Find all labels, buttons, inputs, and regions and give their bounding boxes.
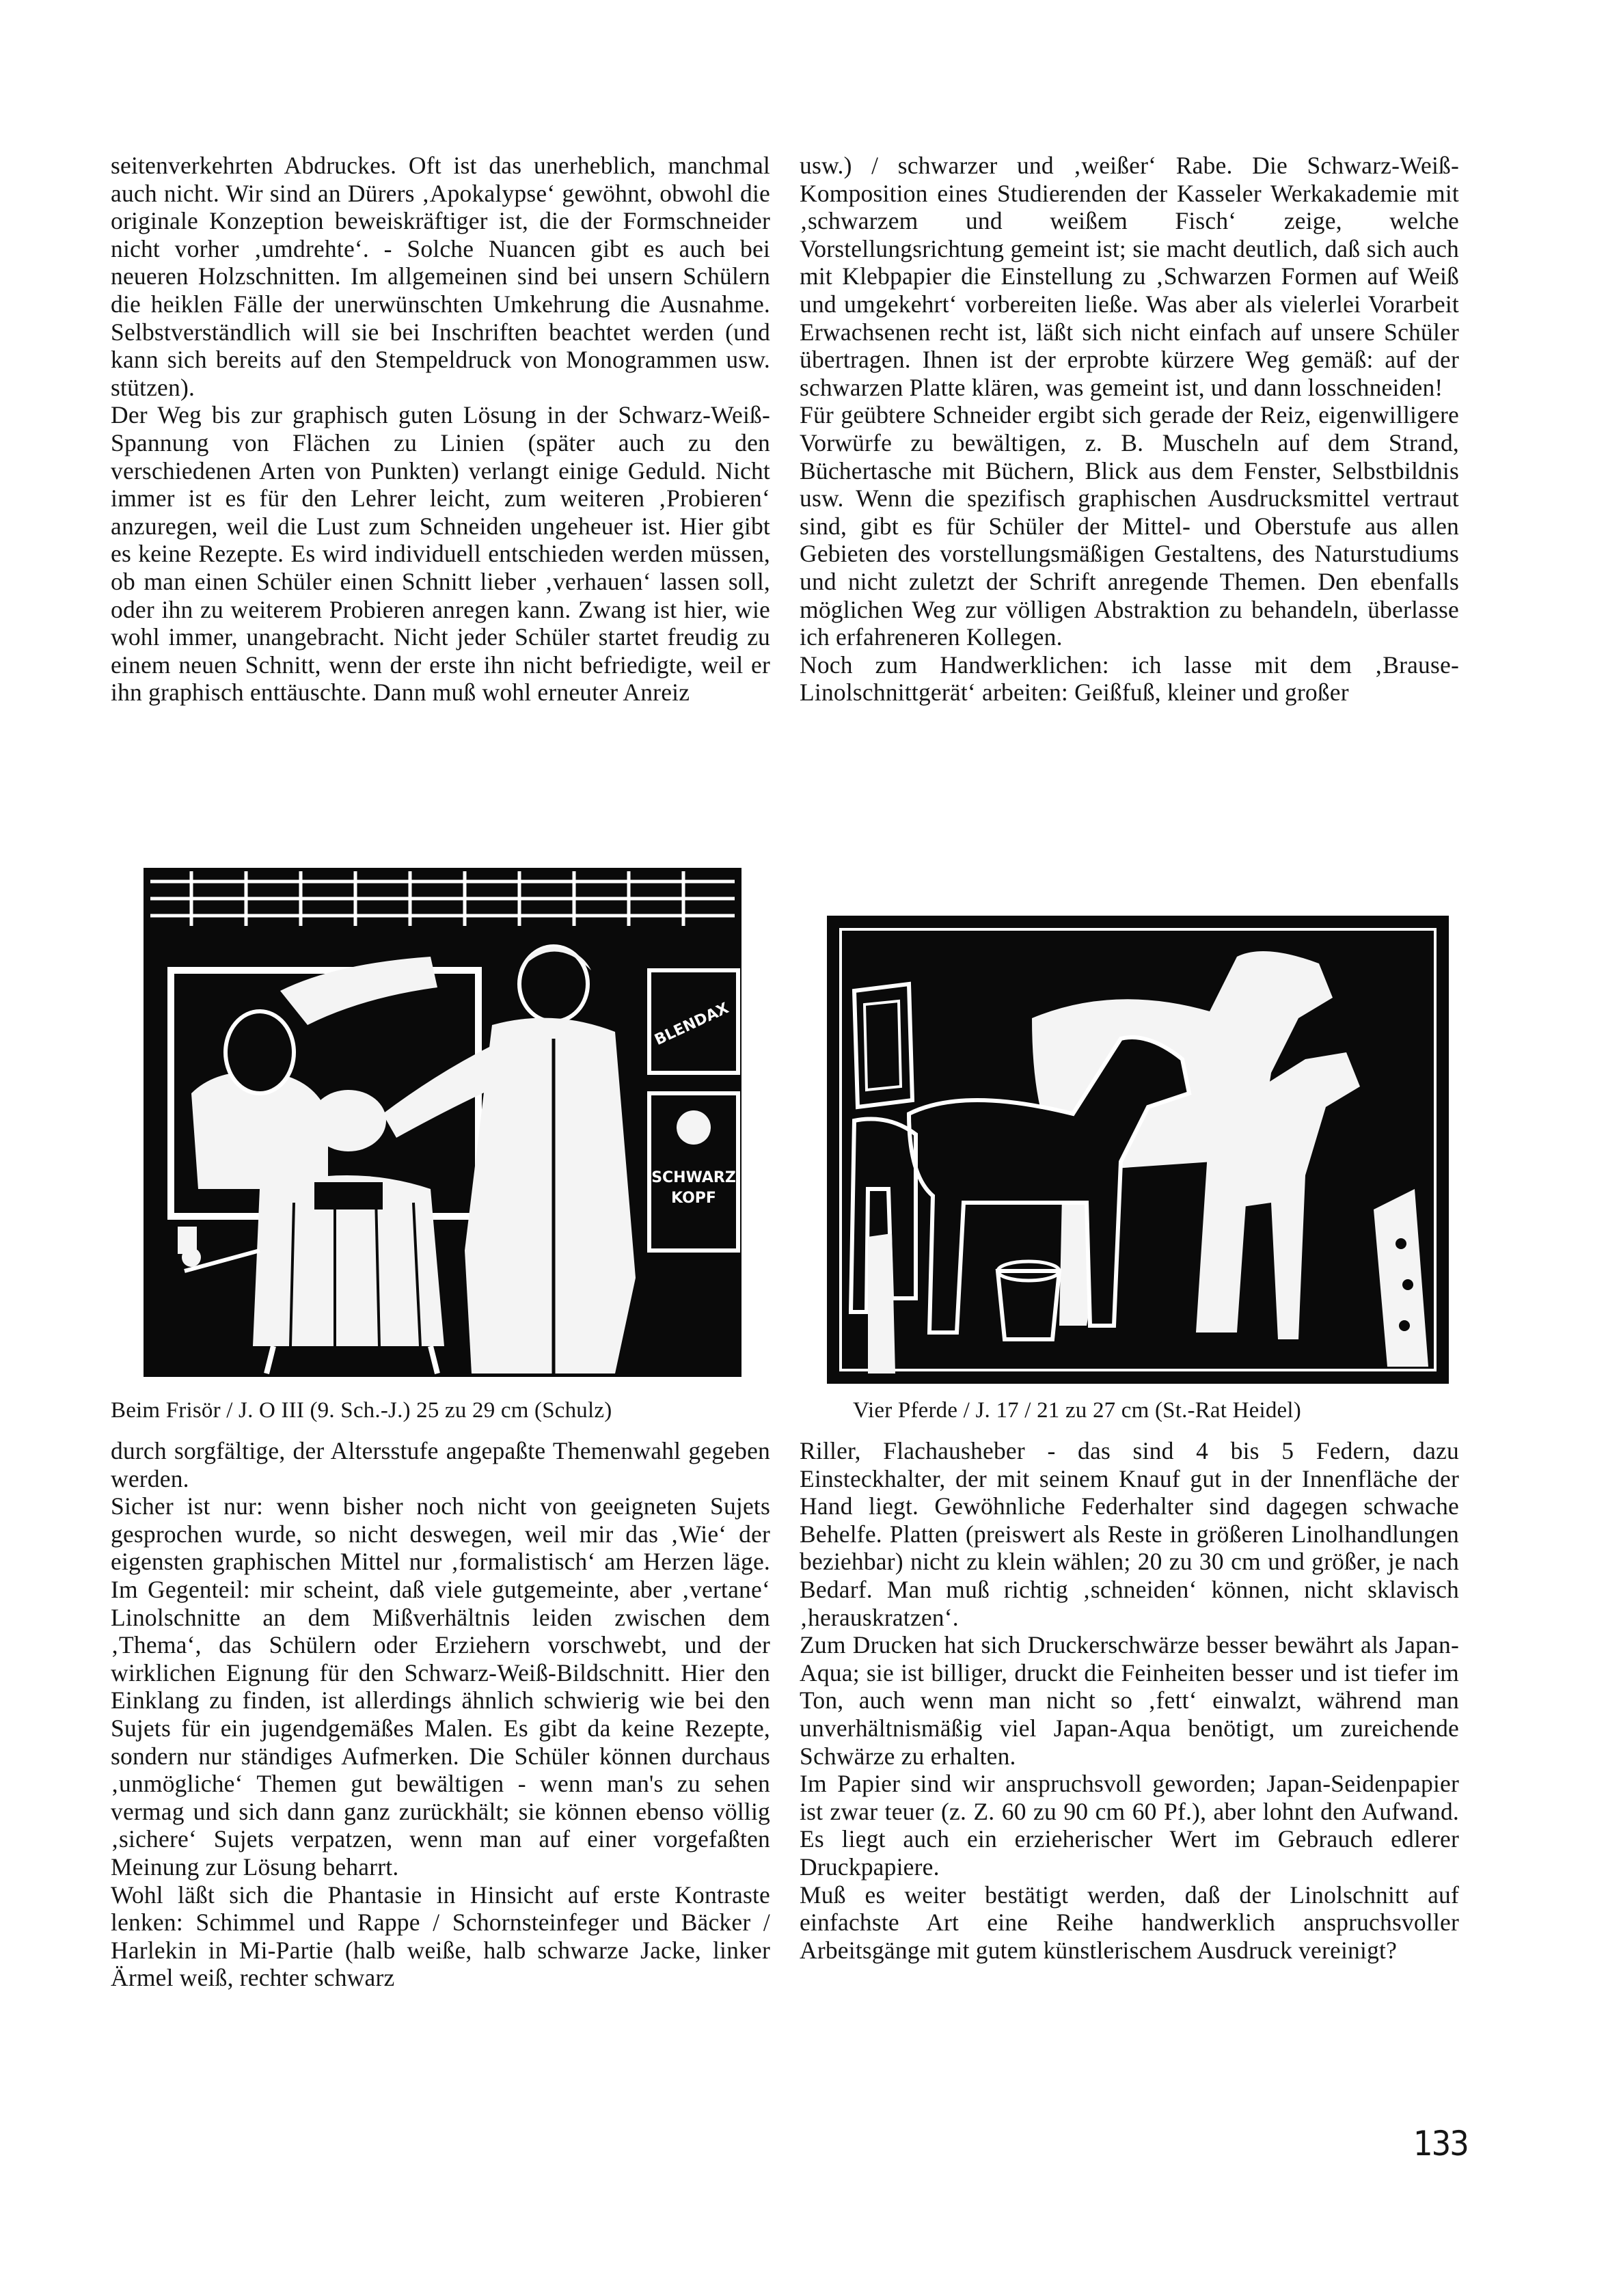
paragraph: Der Weg bis zur graphisch guten Lösung in der Schwarz-Weiß-Spannung von Flächen zu Linien (später auch zu den verschiedenen Arten von Punkten) verlangt einige Geduld. Nicht immer ist es für den Lehrer leicht, zum weiteren ‚Probieren‘ anzuregen, weil die Lust zum Schneiden ungeheuer ist. Hier gibt es keine Rezepte. Es wird individuell entschieden werden müssen, ob man einen Schüler einen Schnitt lieber ‚verhauen‘ lassen soll, oder ihn zu weiterem Probieren anregen kann. Zwang ist hier, wie wohl immer, unangebracht. Nicht jeder Schüler startet freudig zu einem neuen Schnitt, wenn der erste ihn nicht befriedigte, weil er ihn graphisch enttäuschte. Dann muß wohl erneuter Anreiz: [111, 401, 770, 707]
page-number: 133: [1413, 2124, 1468, 2163]
paragraph: durch sorgfältige, der Altersstufe angepaßte Themenwahl gegeben werden.: [111, 1437, 770, 1492]
paragraph: Noch zum Handwerklichen: ich lasse mit dem ‚Brause-Linolschnittgerät‘ arbeiten: Geißfuß, kleiner und großer: [800, 651, 1459, 707]
figure-caption-horses: Vier Pferde / J. 17 / 21 zu 27 cm (St.-Rat Heidel): [853, 1398, 1301, 1423]
sign-schwarzkopf-2: KOPF: [671, 1190, 716, 1207]
paragraph: Für geübtere Schneider ergibt sich gerade der Reiz, eigenwilligere Vorwürfe zu bewältigen, z. B. Muscheln auf dem Strand, Büchertasche mit Büchern, Blick aus dem Fenster, Selbstbildnis usw. Wenn die spezifisch graphischen Ausdrucksmittel vertraut sind, gibt es für Schüler der Mittel- und Oberstufe aus allen Gebieten des vorstellungsmäßigen Gestaltens, des Naturstudiums und nicht zuletzt der Schrift anregende Themen. Den ebenfalls möglichen Weg zur völligen Abstraktion zu behandeln, überlasse ich erfahreneren Kollegen.: [800, 401, 1459, 651]
paragraph: usw.) / schwarzer und ‚weißer‘ Rabe. Die Schwarz-Weiß-Komposition eines Studierenden der Kasseler Werkakademie mit ‚schwarzem und weißem Fisch‘ zeige, welche Vorstellungsrichtung gemeint ist; sie macht deutlich, daß sich auch mit Klebpapier die Einstellung zu ‚Schwarzen Formen auf Weiß und umgekehrt‘ vorbereiten ließe. Was aber als vielerlei Vorarbeit Erwachsenen recht ist, läßt sich nicht einfach auf unsere Schüler übertragen. Ihnen ist der erprobte kürzere Weg gemäß: auf der schwarzen Platte klären, was gemeint ist, und dann losschneiden!: [800, 152, 1459, 401]
paragraph: seitenverkehrten Abdruckes. Oft ist das unerheblich, manchmal auch nicht. Wir sind an Dürers ‚Apokalypse‘ gewöhnt, obwohl die originale Konzeption beweiskräftiger ist, die der Formschneider nicht vorher ‚umdrehte‘. - Solche Nuancen gibt es auch bei neueren Holzschnitten. Im allgemeinen sind bei unsern Schülern die heiklen Fälle der unerwünschten Umkehrung die Ausnahme. Selbstverständlich will sie bei Inschriften beachtet werden (und kann sich bereits auf den Stempeldruck von Monogrammen usw. stützen).: [111, 152, 770, 401]
text-column-right-top: [800, 152, 1459, 707]
barber-illustration: [144, 868, 741, 1377]
linocut-barber-image: [144, 868, 741, 1377]
linocut-horses-image: [827, 916, 1449, 1384]
paragraph: Im Papier sind wir anspruchsvoll geworden; Japan-Seidenpapier ist zwar teuer (z. Z. 60 zu 90 cm 60 Pf.), aber lohnt den Aufwand. Es liegt auch ein erzieherischer Wert im Gebrauch edlerer Druckpapiere.: [800, 1770, 1459, 1881]
sign-schwarzkopf-1: SCHWARZ: [651, 1169, 736, 1186]
horses-illustration: [827, 916, 1449, 1384]
text-column-left-top: [111, 152, 770, 707]
paragraph: Sicher ist nur: wenn bisher noch nicht von geeigneten Sujets gesprochen wurde, so nicht deswegen, weil mir das ‚Wie‘ der eigensten graphischen Mittel nur ‚formalistisch‘ am Herzen läge. Im Gegenteil: mir scheint, daß viele gutgemeinte, aber ‚vertane‘ Linolschnitte an dem Mißverhältnis leiden zwischen dem ‚Thema‘, das Schülern oder Erziehern vorschwebt, und der wirklichen Eignung für den Schwarz-Weiß-Bildschnitt. Hier den Einklang zu finden, ist allerdings ähnlich schwierig wie bei den Sujets für ein jugendgemäßes Malen. Es gibt da keine Rezepte, sondern nur ständiges Aufmerken. Die Schüler können durchaus ‚unmögliche‘ Themen gut bewältigen - wenn man's zu sehen vermag und sich dann ganz zurückhält; sie können ebenso völlig ‚sichere‘ Sujets verpatzen, wenn man auf einer vorgefaßten Meinung zur Lösung beharrt.: [111, 1492, 770, 1881]
paragraph: Wohl läßt sich die Phantasie in Hinsicht auf erste Kontraste lenken: Schimmel und Rappe / Schornsteinfeger und Bäcker / Harlekin in Mi-Partie (halb weiße, halb schwarze Jacke, linker Ärmel weiß, rechter schwarz: [111, 1881, 770, 1992]
text-column-right-bottom: [800, 1437, 1459, 1964]
paragraph: Muß es weiter bestätigt werden, daß der Linolschnitt auf einfachste Art eine Reihe handwerklich anspruchsvoller Arbeitsgänge mit gutem künstlerischem Ausdruck vereinigt?: [800, 1881, 1459, 1964]
paragraph: Riller, Flachausheber - das sind 4 bis 5 Federn, dazu Einsteckhalter, der mit seinem Knauf gut in der Innenfläche der Hand liegt. Gewöhnliche Federhalter sind dagegen schwache Behelfe. Platten (preiswert als Reste in größeren Linolhandlungen beziehbar) nicht zu klein wählen; 20 zu 30 cm und größer, je nach Bedarf. Man muß richtig ‚schneiden‘ können, nicht sklavisch ‚herauskratzen‘.: [800, 1437, 1459, 1631]
paragraph: Zum Drucken hat sich Druckerschwärze besser bewährt als Japan-Aqua; sie ist billiger, druckt die Feinheiten besser und ist tiefer im Ton, auch wenn man nicht so ‚fett‘ einwalzt, während man unverhältnismäßig viel Japan-Aqua benötigt, um zureichende Schwärze zu erhalten.: [800, 1631, 1459, 1770]
figure-caption-barber: Beim Frisör / J. O III (9. Sch.-J.) 25 zu 29 cm (Schulz): [111, 1398, 612, 1423]
sign-blendax: BLENDAX: [652, 1000, 732, 1050]
text-column-left-bottom: [111, 1437, 770, 1992]
